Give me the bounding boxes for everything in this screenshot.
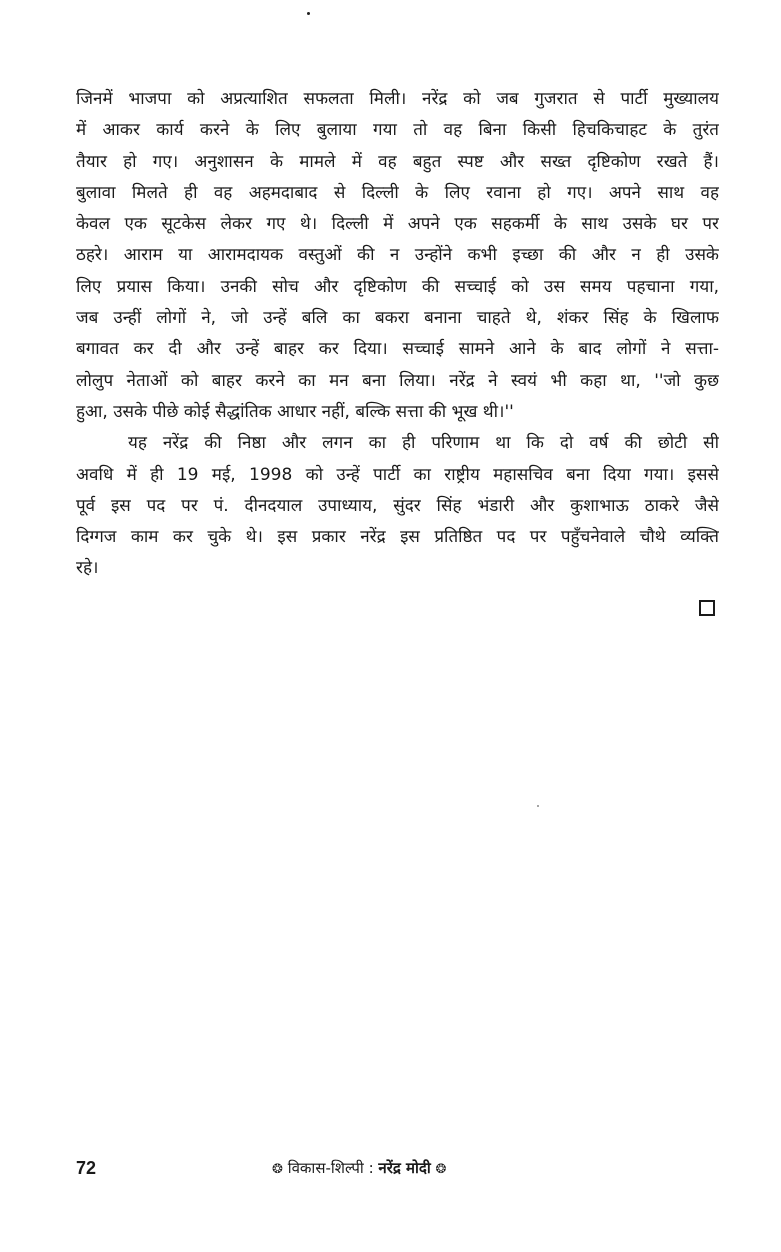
text-line: जिनमें भाजपा को अप्रत्याशित सफलता मिली। नरेंद्र को जब गुजरात से पार्टी मुख्यालय xyxy=(76,89,719,109)
text-line: केवल एक सूटकेस लेकर गए थे। दिल्ली में अपने एक सहकर्मी के साथ उसके घर पर xyxy=(76,214,719,235)
ornament-icon: ❂ xyxy=(272,1162,283,1177)
text-line: हुआ, उसके पीछे कोई सैद्धांतिक आधार नहीं, बल्कि सत्ता की भूख थी।'' xyxy=(76,401,514,422)
page-footer xyxy=(0,1158,781,1184)
running-title xyxy=(272,1158,532,1178)
text-line: बुलावा मिलते ही वह अहमदाबाद से दिल्ली के लिए रवाना हो गए। अपने साथ वह xyxy=(76,182,719,203)
scan-speck xyxy=(537,805,539,807)
scan-speck xyxy=(307,12,310,15)
text-line: तैयार हो गए। अनुशासन के मामले में वह बहुत स्पष्ट और सख्त दृष्टिकोण रखते हैं। xyxy=(76,151,719,172)
ornament-icon: ❂ xyxy=(435,1162,447,1177)
text-line: अवधि में ही 19 मई, 1998 को उन्हें पार्टी का राष्ट्रीय महासचिव बना दिया गया। इससे xyxy=(76,464,719,485)
text-line: पूर्व इस पद पर पं. दीनदयाल उपाध्याय, सुंदर सिंह भंडारी और कुशाभाऊ ठाकरे जैसे xyxy=(76,495,719,516)
text-line: में आकर कार्य करने के लिए बुलाया गया तो वह बिना किसी हिचकिचाहट के तुरंत xyxy=(76,120,719,141)
body-text xyxy=(76,84,719,585)
paragraph-first-line: यह नरेंद्र की निष्ठा और लगन का ही परिणाम था कि दो वर्ष की छोटी सी xyxy=(128,433,719,454)
book-title-prefix: विकास-शिल्पी : xyxy=(287,1159,374,1177)
text-line: जब उन्हीं लोगों ने, जो उन्हें बलि का बकरा बनाना चाहते थे, शंकर सिंह के खिलाफ xyxy=(76,308,719,329)
text-line: ठहरे। आराम या आरामदायक वस्तुओं की न उन्होंने कभी इच्छा की और न ही उसके xyxy=(76,245,719,266)
text-line: लिए प्रयास किया। उनकी सोच और दृष्टिकोण की सच्चाई को उस समय पहचाना गया, xyxy=(76,276,719,297)
text-line: दिग्गज काम कर चुके थे। इस प्रकार नरेंद्र इस प्रतिष्ठित पद पर पहुँचनेवाले चौथे व्यक्ति xyxy=(76,527,719,548)
text-line: बगावत कर दी और उन्हें बाहर कर दिया। सच्चाई सामने आने के बाद लोगों ने सत्ता- xyxy=(76,339,719,360)
text-line: लोलुप नेताओं को बाहर करने का मन बना लिया। नरेंद्र ने स्वयं भी कहा था, ''जो कुछ xyxy=(76,370,719,391)
page-number: 72 xyxy=(76,1158,97,1178)
book-title-name: नरेंद्र मोदी xyxy=(378,1159,431,1177)
text-line: रहे। xyxy=(76,558,99,579)
section-end-box-icon xyxy=(699,600,715,616)
